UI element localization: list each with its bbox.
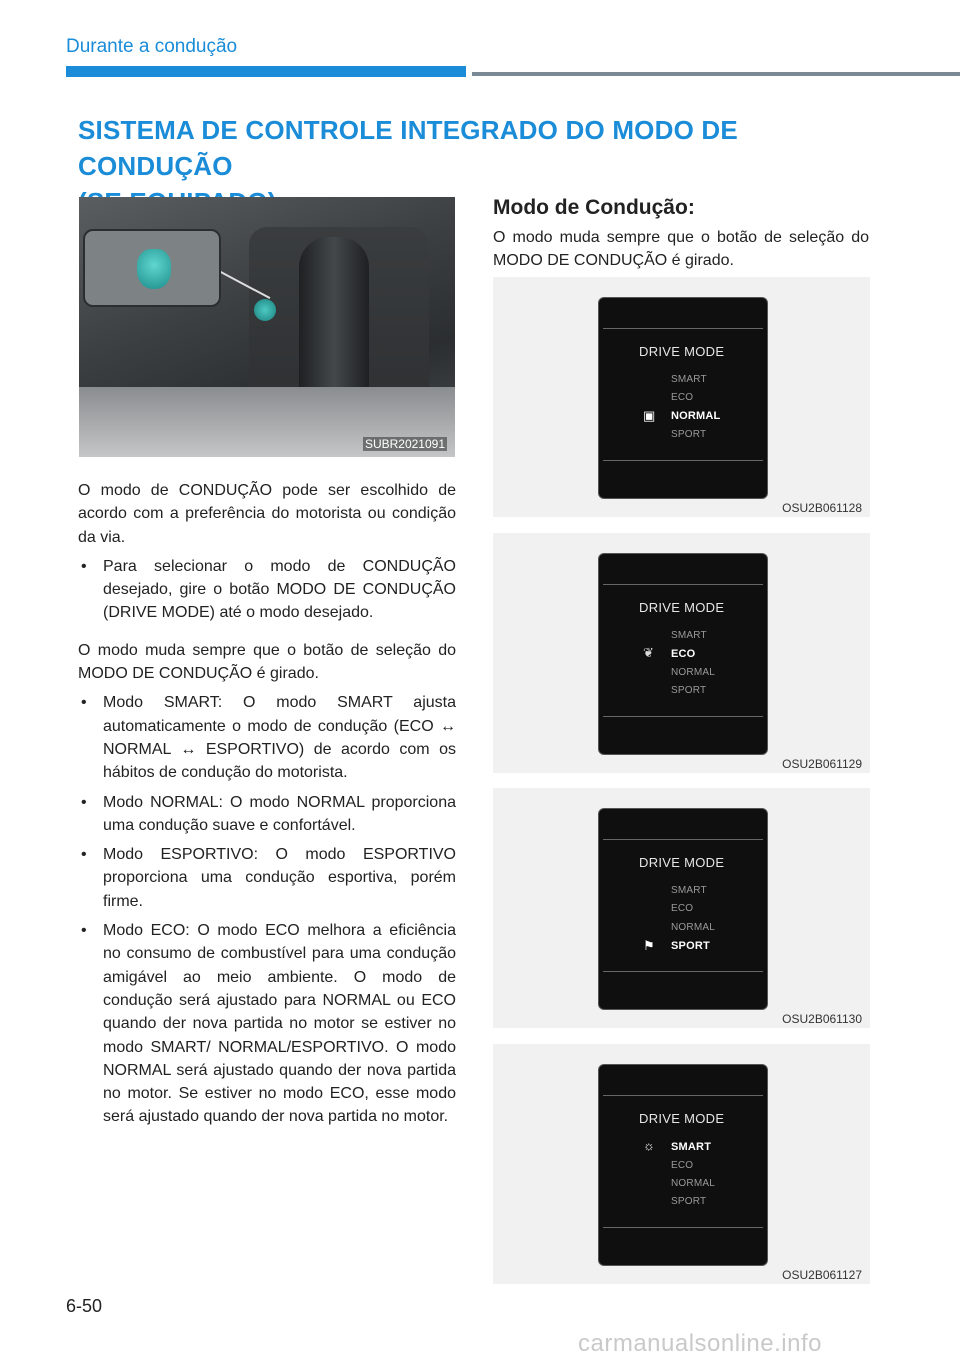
option-smart: SMART <box>671 1141 712 1153</box>
option-eco: ECO <box>671 392 694 403</box>
gear-shifter <box>299 237 369 397</box>
bullet-text: Modo ESPORTIVO: O modo ESPORTIVO proporciona uma condução esportiva, porém firme. <box>103 846 456 910</box>
bullet-text: Modo SMART: O modo SMART ajusta automaticamente o modo de condução (ECO ↔ NORMAL ↔ ESPORTIVO) de acordo com os hábitos de condução do motorista. <box>103 694 456 782</box>
option-eco: ECO <box>671 903 694 914</box>
drive-mode-figure-sport <box>493 788 870 1028</box>
knob-rotate-icon <box>137 249 171 289</box>
option-smart: SMART <box>671 885 707 896</box>
drive-mode-knob-photo <box>79 197 455 457</box>
option-sport: SPORT <box>671 429 707 440</box>
drive-mode-title: DRIVE MODE <box>639 344 725 359</box>
intro-paragraph: O modo de CONDUÇÃO pode ser escolhido de acordo com a preferência do motorista ou condição da via. <box>78 482 456 546</box>
figure-caption: OSU2B061130 <box>782 1012 862 1026</box>
bullet-dot: • <box>81 846 87 864</box>
drive-mode-title: DRIVE MODE <box>639 600 725 615</box>
cluster-screen <box>598 297 768 499</box>
option-sport: SPORT <box>671 940 710 952</box>
bullet-dot: • <box>81 793 87 811</box>
drive-mode-knob <box>254 299 276 321</box>
option-eco: ECO <box>671 648 696 660</box>
watermark: carmanualsonline.info <box>578 1330 822 1357</box>
divider <box>603 839 763 840</box>
bullet-item-normal <box>78 791 456 838</box>
left-text-block <box>78 479 456 1129</box>
cluster-screen <box>598 1064 768 1266</box>
bullet-text: Modo ECO: O modo ECO melhora a eficiência no consumo de combustível para uma condução amigável ao meio ambiente. O modo de condução será ajustado para NORMAL ou ECO quando der nova partida no motor se estiver no modo SMART/ NORMAL/ESPORTIVO. O modo NORMAL será ajustado quando der nova partida no motor. Se estiver no modo ECO, esse modo será ajustado quando der nova partida no motor. <box>103 922 456 1126</box>
divider <box>603 716 763 717</box>
knob-detail-inset <box>83 229 221 307</box>
bullet-item-smart <box>78 691 456 784</box>
header-rule-blue <box>66 66 466 77</box>
photo-code: SUBR2021091 <box>364 437 445 451</box>
option-eco: ECO <box>671 1160 694 1171</box>
figure-caption: OSU2B061129 <box>782 757 862 771</box>
option-smart: SMART <box>671 630 707 641</box>
drive-mode-figure-smart <box>493 1044 870 1284</box>
bullet-item <box>78 555 456 625</box>
bullet-text: Para selecionar o modo de CONDUÇÃO desejado, gire o botão MODO DE CONDUÇÃO (DRIVE MODE) até o modo desejado. <box>103 557 456 622</box>
bullet-dot: • <box>81 557 87 575</box>
mode-change-paragraph: O modo muda sempre que o botão de seleção do MODO DE CONDUÇÃO é girado. <box>78 641 456 683</box>
drive-mode-figure-normal <box>493 277 870 517</box>
bullet-item-sport <box>78 843 456 913</box>
figure-caption: OSU2B061127 <box>782 1268 862 1282</box>
page-number: 6-50 <box>66 1296 103 1316</box>
drive-mode-figure-eco <box>493 533 870 773</box>
smart-s-icon: ☼ <box>643 1138 655 1153</box>
header-rule-gray <box>472 72 960 76</box>
option-normal: NORMAL <box>671 410 721 422</box>
divider <box>603 1095 763 1096</box>
option-normal: NORMAL <box>671 922 715 933</box>
divider <box>603 460 763 461</box>
leaf-icon: ❦ <box>643 645 654 660</box>
title-line-1: SISTEMA DE CONTROLE INTEGRADO DO MODO DE CONDUÇÃO <box>78 115 738 181</box>
cluster-screen <box>598 553 768 755</box>
car-icon: ▣ <box>643 408 656 423</box>
section-header: Durante a condução <box>66 36 238 57</box>
option-smart: SMART <box>671 374 707 385</box>
cluster-screen <box>598 808 768 1010</box>
option-sport: SPORT <box>671 685 707 696</box>
option-normal: NORMAL <box>671 667 715 678</box>
bullet-dot: • <box>81 922 87 940</box>
option-sport: SPORT <box>671 1196 707 1207</box>
bullet-text: Modo NORMAL: O modo NORMAL proporciona uma condução suave e confortável. <box>103 793 456 834</box>
drive-mode-title: DRIVE MODE <box>639 1111 725 1126</box>
right-intro: O modo muda sempre que o botão de seleção do MODO DE CONDUÇÃO é girado. <box>493 229 869 270</box>
divider <box>603 584 763 585</box>
option-normal: NORMAL <box>671 1178 715 1189</box>
drive-mode-title: DRIVE MODE <box>639 855 725 870</box>
divider <box>603 1227 763 1228</box>
section-heading: Modo de Condução: <box>493 196 695 219</box>
bullet-dot: • <box>81 694 87 712</box>
figure-caption: OSU2B061128 <box>782 501 862 515</box>
divider <box>603 971 763 972</box>
divider <box>603 328 763 329</box>
sport-flag-icon: ⚑ <box>643 938 655 953</box>
bullet-item-eco <box>78 919 456 1129</box>
